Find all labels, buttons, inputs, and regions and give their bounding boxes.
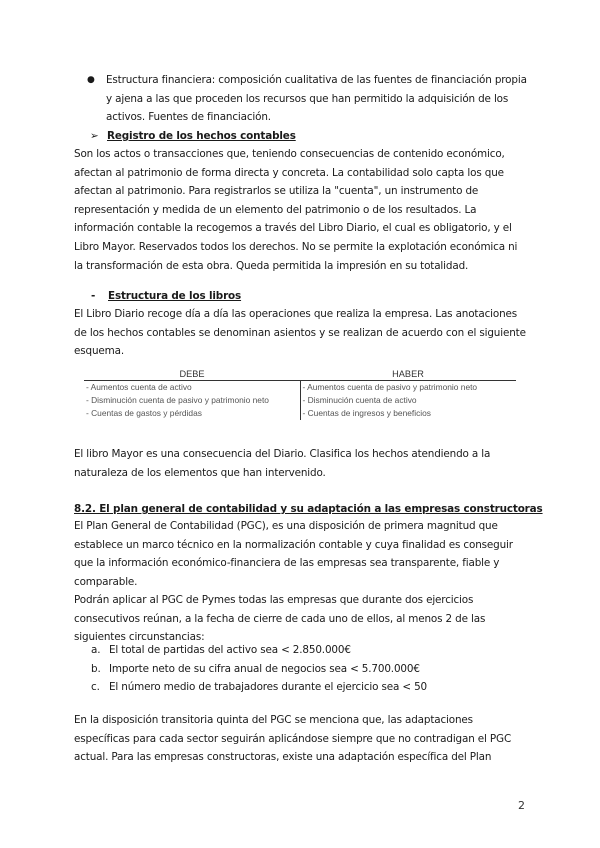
heading-registro — [91, 127, 296, 146]
list-marker: a. — [91, 644, 101, 656]
ledger-cell: - Cuentas de gastos y pérdidas — [84, 407, 300, 420]
ledger-cell: - Cuentas de ingresos y beneficios — [302, 408, 431, 418]
heading-pgc: 8.2. El plan general de contabilidad y su adaptación a las empresas constructoras — [74, 503, 543, 515]
table-row — [84, 407, 516, 420]
list-item — [91, 641, 427, 660]
page-number: 2 — [518, 799, 525, 812]
list-item-text: El total de partidas del activo sea < 2.850.000€ — [109, 644, 351, 656]
ledger-header-row — [84, 366, 516, 381]
paragraph-mayor: El libro Mayor es una consecuencia del Diario. Clasifica los hechos atendiendo a la naturaleza de los elementos que han intervenido. — [74, 448, 491, 479]
bullet-estructura-financiera — [87, 71, 530, 127]
list-item-text: Importe neto de su cifra anual de negocios sea < 5.700.000€ — [109, 662, 420, 675]
paragraph-pgc-3: En la disposición transitoria quinta del PGC se menciona que, las adaptaciones específicas para cada sector seguirán aplicándose siempre que no contradigan el PGC actual. Para las empresas constructoras, existe una adaptación específica del Plan — [74, 714, 512, 764]
heading-libros-label: Estructura de los libros — [108, 290, 242, 302]
ledger-header-haber: HABER — [300, 366, 516, 381]
list-marker: c. — [91, 681, 100, 694]
bullet-text: Estructura financiera: composición cualitativa de las fuentes de financiación propia y ajena a las que proceden los recursos que han permitido la adquisición de los activos. Fuentes de financiación. — [106, 74, 527, 124]
ledger-header-debe: DEBE — [84, 366, 300, 381]
paragraph-registro: Son los actos o transacciones que, teniendo consecuencias de contenido económico, afectan al patrimonio de forma directa y concreta. La contabilidad solo capta los que afectan al patrimonio. Para registrarlos se utiliza la "cuenta", un instrumento de representación y medida de un elemento del patrimonio o de los resultados. La información contable la recogemos a través del Libro Diario, el cual es obligatorio, y el Libro Mayor. Reservados todos los derechos. No se permite la explotación económica ni la transformación de esta obra. Queda permitida la impresión en su totalidad. — [74, 148, 518, 272]
heading-libros — [91, 287, 241, 306]
ledger-cell: - Aumentos cuenta de pasivo y patrimonio neto — [302, 382, 478, 392]
ledger-cell: - Aumentos cuenta de activo — [84, 381, 300, 395]
dash-bullet-icon: - — [91, 290, 96, 302]
list-item — [91, 678, 427, 697]
ledger-cell: - Disminución cuenta de pasivo y patrimonio neto — [84, 394, 300, 407]
paragraph-pgc-1: El Plan General de Contabilidad (PGC), es una disposición de primera magnitud que establece un marco técnico en la normalización contable y cuya finalidad es conseguir que la información económico-financiera de las empresas sea transparente, fiable y comparable. — [74, 520, 513, 588]
table-row — [84, 381, 516, 395]
ledger-cell: - Disminución cuenta de activo — [302, 395, 417, 405]
list-item-text: El número medio de trabajadores durante el ejercicio sea < 50 — [109, 681, 428, 694]
heading-registro-label: Registro de los hechos contables — [107, 130, 296, 142]
paragraph-pgc-2: Podrán aplicar al PGC de Pymes todas las empresas que durante dos ejercicios consecutivos reúnan, a la fecha de cierre de cada uno de ellos, al menos 2 de las siguientes circunstancias: — [74, 594, 486, 644]
list-marker: b. — [91, 662, 101, 675]
bullet-dot-icon: ● — [87, 75, 95, 85]
list-item — [91, 660, 427, 679]
ledger-table — [84, 366, 516, 420]
paragraph-libros: El Libro Diario recoge día a día las operaciones que realiza la empresa. Las anotaciones de los hechos contables se denominan asientos y se realizan de acuerdo con el siguiente esquema. — [74, 308, 526, 358]
arrow-bullet-icon: ➢ — [90, 130, 99, 142]
circumstances-list — [91, 641, 427, 697]
table-row — [84, 394, 516, 407]
